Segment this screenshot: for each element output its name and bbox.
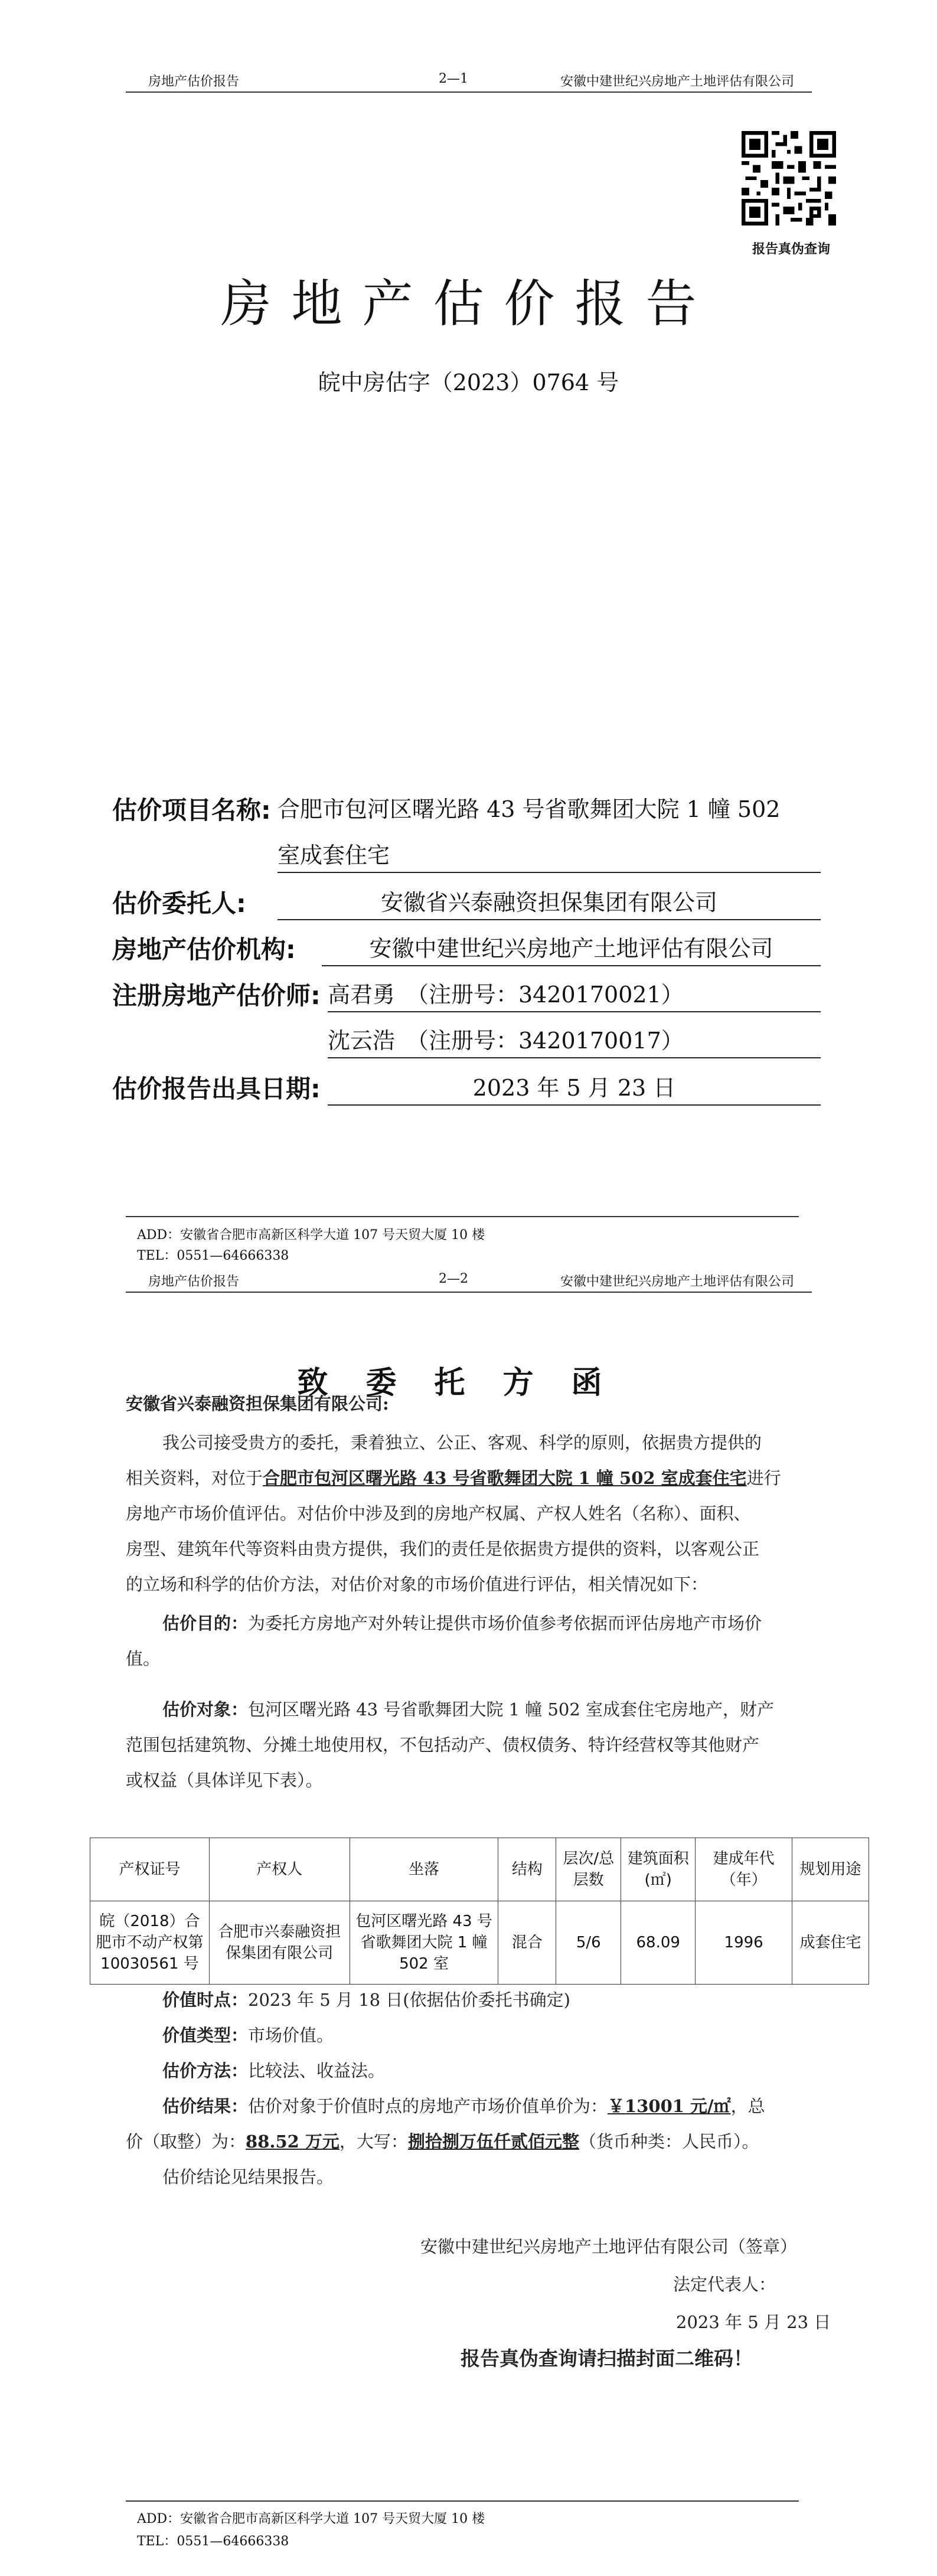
footer-address: ADD：安徽省合肥市高新区科学大道 107 号天贸大厦 10 楼 xyxy=(137,2512,485,2526)
object-label: 估价对象： xyxy=(162,1699,249,1719)
table-cell: 1996 xyxy=(696,1901,792,1985)
total-price-upper: 捌拾捌万伍仟贰佰元整 xyxy=(407,2132,579,2152)
table-header: 建筑面积(㎡) xyxy=(621,1838,696,1901)
object-line1 xyxy=(162,1692,774,1727)
sign-representative: 法定代表人： xyxy=(673,2274,776,2294)
letter-p1-line4: 房型、建筑年代等资料由贵方提供，我们的责任是依据贵方提供的资料，以客观公正 xyxy=(126,1539,760,1559)
table-header: 产权证号 xyxy=(90,1838,210,1901)
footer-address: ADD：安徽省合肥市高新区科学大道 107 号天贸大厦 10 楼 xyxy=(137,1228,485,1243)
property-address-bold: 合肥市包河区曙光路 43 号省歌舞团大院 1 幢 502 室成套住宅 xyxy=(263,1468,747,1488)
appraiser-2: 沈云浩 （注册号：3420170017） xyxy=(328,1022,821,1058)
footer-tel: TEL：0551—64666338 xyxy=(137,2534,289,2549)
object-text: 包河区曙光路 43 号省歌舞团大院 1 幢 502 室成套住宅房地产，财产 xyxy=(248,1699,775,1719)
header-company: 安徽中建世纪兴房地产土地评估有限公司 xyxy=(560,74,794,89)
p1-post: 进行 xyxy=(746,1468,781,1488)
table-cell: 68.09 xyxy=(621,1901,696,1985)
result-text: ，总 xyxy=(730,2096,765,2116)
table-cell: 包河区曙光路 43 号省歌舞团大院 1 幢 502 室 xyxy=(350,1901,498,1985)
table-header: 层次/总层数 xyxy=(556,1838,621,1901)
letter-title: 致委托方函 xyxy=(297,1365,640,1401)
project-name-line1: 合肥市包河区曙光路 43 号省歌舞团大院 1 幢 502 xyxy=(277,796,781,822)
object-line3: 或权益（具体详见下表）。 xyxy=(126,1770,323,1790)
agency-value: 安徽中建世纪兴房地产土地评估有限公司 xyxy=(322,930,821,966)
letter-p1-line1: 我公司接受贵方的委托，秉着独立、公正、客观、科学的原则，依据贵方提供的 xyxy=(162,1433,762,1453)
method-line xyxy=(162,2053,385,2088)
page-header xyxy=(126,1268,812,1293)
table-cell: 合肥市兴泰融资担保集团有限公司 xyxy=(209,1901,350,1985)
result-line1 xyxy=(162,2088,765,2124)
value-type-label: 价值类型： xyxy=(162,2025,249,2045)
table-row xyxy=(90,1901,869,1985)
table-cell: 皖（2018）合肥市不动产权第 10030561 号 xyxy=(90,1901,210,1985)
purpose-line1 xyxy=(162,1606,762,1641)
footer-tel: TEL：0551—64666338 xyxy=(137,1248,289,1263)
header-page-number: 2—2 xyxy=(439,1271,468,1286)
table-header: 结构 xyxy=(498,1838,556,1901)
total-price: 88.52 万元 xyxy=(246,2132,339,2152)
value-date-line xyxy=(162,1982,570,2018)
value-type: 市场价值。 xyxy=(248,2025,334,2045)
result-text: ，大写： xyxy=(339,2132,408,2152)
result-text: 价（取整）为： xyxy=(126,2132,246,2152)
table-cell: 5/6 xyxy=(556,1901,621,1985)
purpose-line2: 值。 xyxy=(126,1649,161,1669)
value-date: 2023 年 5 月 18 日(依据估价委托书确定) xyxy=(248,1990,570,2010)
qr-code-icon[interactable] xyxy=(742,131,836,225)
table-header-row xyxy=(90,1838,869,1901)
purpose-label: 估价目的： xyxy=(162,1613,249,1633)
unit-price: ￥13001 元/㎡ xyxy=(608,2096,731,2116)
issue-date-value: 2023 年 5 月 23 日 xyxy=(328,1070,821,1106)
result-text: 估价对象于价值时点的房地产市场价值单价为： xyxy=(248,2096,608,2116)
letter-p1-line5: 的立场和科学的估价方法，对估价对象的市场价值进行评估，相关情况如下： xyxy=(126,1574,709,1594)
client-value: 安徽省兴泰融资担保集团有限公司 xyxy=(277,884,821,920)
letter-p1-line3: 房地产市场价值评估。对估价中涉及到的房地产权属、产权人姓名（名称）、面积、 xyxy=(126,1503,751,1524)
page-header xyxy=(126,68,812,93)
appraiser-1: 高君勇 （注册号：3420170021） xyxy=(328,976,821,1012)
purpose-text: 为委托方房地产对外转让提供市场价值参考依据而评估房地产市场价 xyxy=(248,1613,762,1633)
header-company: 安徽中建世纪兴房地产土地评估有限公司 xyxy=(560,1274,794,1289)
letter-addressee: 安徽省兴泰融资担保集团有限公司: xyxy=(126,1394,389,1414)
letter-p1-line2 xyxy=(126,1460,781,1496)
result-line2 xyxy=(126,2124,759,2159)
table-header: 产权人 xyxy=(209,1838,350,1901)
header-left: 房地产估价报告 xyxy=(148,1274,240,1289)
table-header: 坐落 xyxy=(350,1838,498,1901)
project-name-line2: 室成套住宅 xyxy=(277,837,821,873)
method: 比较法、收益法。 xyxy=(248,2061,386,2081)
verify-note: 报告真伪查询请扫描封面二维码！ xyxy=(461,2347,753,2370)
agency-label: 房地产估价机构: xyxy=(112,935,296,964)
table-cell: 成套住宅 xyxy=(792,1901,869,1985)
client-label: 估价委托人: xyxy=(112,889,246,918)
result-label: 估价结果： xyxy=(162,2096,249,2116)
value-date-label: 价值时点： xyxy=(162,1990,249,2010)
footer-divider xyxy=(126,1216,799,1217)
issue-date-label: 估价报告出具日期: xyxy=(112,1074,321,1103)
footer-divider xyxy=(126,2500,799,2502)
project-name-label: 估价项目名称: xyxy=(112,796,271,825)
qr-caption: 报告真伪查询 xyxy=(752,241,830,257)
appraiser-label: 注册房地产估价师: xyxy=(112,981,321,1010)
report-title: 房地产估价报告 xyxy=(220,274,717,334)
result-text: （货币种类：人民币）。 xyxy=(579,2132,759,2152)
table-header: 规划用途 xyxy=(792,1838,869,1901)
sign-date: 2023 年 5 月 23 日 xyxy=(676,2312,831,2332)
object-line2: 范围包括建筑物、分摊土地使用权，不包括动产、债权债务、特许经营权等其他财产 xyxy=(126,1735,760,1755)
conclusion-line: 估价结论见结果报告。 xyxy=(162,2167,334,2187)
header-left: 房地产估价报告 xyxy=(148,74,240,89)
table-cell: 混合 xyxy=(498,1901,556,1985)
report-number: 皖中房估字（2023）0764 号 xyxy=(318,370,619,395)
value-type-line xyxy=(162,2018,334,2053)
table-header: 建成年代（年） xyxy=(696,1838,792,1901)
header-page-number: 2—1 xyxy=(439,71,468,86)
property-table xyxy=(90,1838,869,1985)
method-label: 估价方法： xyxy=(162,2061,249,2081)
p1-pre: 相关资料，对位于 xyxy=(126,1468,263,1488)
sign-company: 安徽中建世纪兴房地产土地评估有限公司（签章） xyxy=(420,2237,798,2257)
